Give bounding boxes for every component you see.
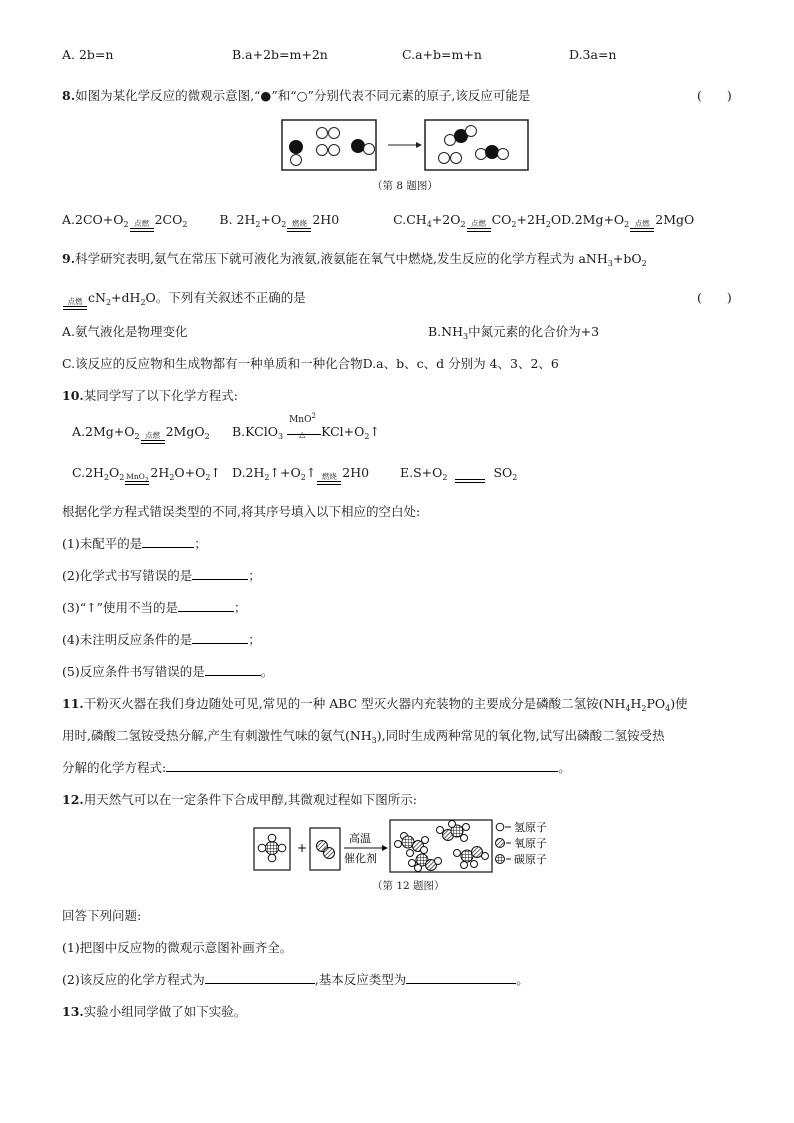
q10-eq-d: $D.2H_2↑+O_2↑$ 燃烧 2H0 xyxy=(232,465,369,485)
q10-stem: 10.某同学写了以下化学方程式: xyxy=(62,388,238,403)
q12-prompt: 回答下列问题: xyxy=(62,908,142,923)
q12-reaction-figure xyxy=(252,818,572,876)
legend-label: 氢原子 xyxy=(514,821,547,834)
answer-blank[interactable] xyxy=(406,971,516,984)
q10-item-2: (2)化学式书写错误的是 ； xyxy=(62,568,261,583)
answer-blank[interactable] xyxy=(205,663,261,676)
answer-blank[interactable] xyxy=(166,759,558,772)
legend-label: 氧原子 xyxy=(514,837,547,850)
question-number: 10. xyxy=(62,388,84,403)
q9-stem: 9.科学研究表明,氨气在常压下就可液化为液氨,液氨能在氧气中燃烧,发生反应的化学方程式为 $aNH_3+bO_2$ xyxy=(62,251,647,268)
q9-option-a: A.氨气液化是物理变化 xyxy=(62,324,188,339)
q11-line3: 分解的化学方程式: 。 xyxy=(62,760,571,775)
answer-blank[interactable] xyxy=(192,567,248,580)
q13-stem: 13.实验小组同学做了如下实验。 xyxy=(62,1004,247,1019)
q8-stem: 8.如图为某化学反应的微观示意图,“●”和“○”分别代表不同元素的原子,该反应可能是 xyxy=(62,88,531,103)
q10-instruction: 根据化学方程式错误类型的不同,将其序号填入以下相应的空白处: xyxy=(62,504,421,519)
q12-sub2: (2)该反应的化学方程式为 ,基本反应类型为 。 xyxy=(62,972,529,987)
q10-item-3: (3)“↑”使用不当的是 ； xyxy=(62,600,247,615)
question-number: 13. xyxy=(62,1004,84,1019)
q11-line2: 用时,磷酸二氢铵受热分解,产生有刺激性气味的氨气$(NH_3)$,同时生成两种常见的氧化物,试写出磷酸二氢铵受热 xyxy=(62,728,665,745)
q8-options: $A.2CO+O_2$ 点燃 $2CO_2$ B. $2H_2+O_2$ 燃烧 2H0 $C.CH_4+2O_2$ 点燃 $CO_2+2H_2OD.2Mg+O_2$ 点燃 2MgO xyxy=(62,212,694,232)
q10-eq-a: $A.2Mg+O_2$ 点燃 2MgO$_2$ xyxy=(72,424,210,444)
q10-eq-c: $C.2H_2O_2$ MnO$_2$ $2H_2O+O_2↑$ xyxy=(72,465,221,484)
q9-option-b: $B.NH_3$中氮元素的化合价为+3 xyxy=(428,324,600,341)
question-number: 8. xyxy=(62,88,76,103)
q9-line2: 点燃 $cN_2+dH_2O$。下列有关叙述不正确的是 xyxy=(62,288,306,310)
question-number: 12. xyxy=(62,792,84,807)
figure-caption: （第 8 题图） xyxy=(372,180,438,192)
q10-eq-b: B.KClO$_3$ MnO$^2$ △ $KCl+O_2↑$ xyxy=(232,412,380,441)
q12-stem: 12.用天然气可以在一定条件下合成甲醇,其微观过程如下图所示: xyxy=(62,792,417,807)
condition-label: 高温 xyxy=(349,832,371,845)
answer-paren: ( ) xyxy=(697,88,732,103)
q10-item-1: (1)未配平的是 ； xyxy=(62,536,207,551)
q7-option-b: B.a+2b=m+2n xyxy=(232,47,328,62)
q9-option-cd: C.该反应的反应物和生成物都有一种单质和一种化合物D.a、b、c、d 分别为 4、3、2、6 xyxy=(62,356,559,371)
answer-paren: ( ) xyxy=(697,290,732,305)
q7-option-c: C.a+b=m+n xyxy=(402,47,482,62)
answer-blank[interactable] xyxy=(205,971,315,984)
q8-reaction-figure xyxy=(280,118,530,174)
q12-sub1: (1)把图中反应物的微观示意图补画齐全。 xyxy=(62,940,293,955)
q7-option-a: A. 2b=n xyxy=(62,47,114,62)
q10-eq-e: $E.S+O_2$ $SO_2$ xyxy=(400,465,518,482)
question-number: 9. xyxy=(62,251,76,266)
answer-blank[interactable] xyxy=(178,599,234,612)
condition-label: 催化剂 xyxy=(344,852,377,865)
q10-item-5: (5)反应条件书写错误的是 。 xyxy=(62,664,274,679)
q11-line1: 11.干粉灭火器在我们身边随处可见,常见的一种 ABC 型灭火器内充装物的主要成分是磷酸二氢铵$(NH_4H_2PO_4)$使 xyxy=(62,696,688,713)
question-number: 11. xyxy=(62,696,84,711)
figure-caption: （第 12 题图） xyxy=(372,880,445,892)
legend-label: 碳原子 xyxy=(514,853,547,866)
answer-blank[interactable] xyxy=(142,535,194,548)
svg-text:+: + xyxy=(297,841,308,855)
answer-blank[interactable] xyxy=(192,631,248,644)
q10-item-4: (4)未注明反应条件的是 ； xyxy=(62,632,261,647)
q7-option-d: D.3a=n xyxy=(569,47,617,62)
